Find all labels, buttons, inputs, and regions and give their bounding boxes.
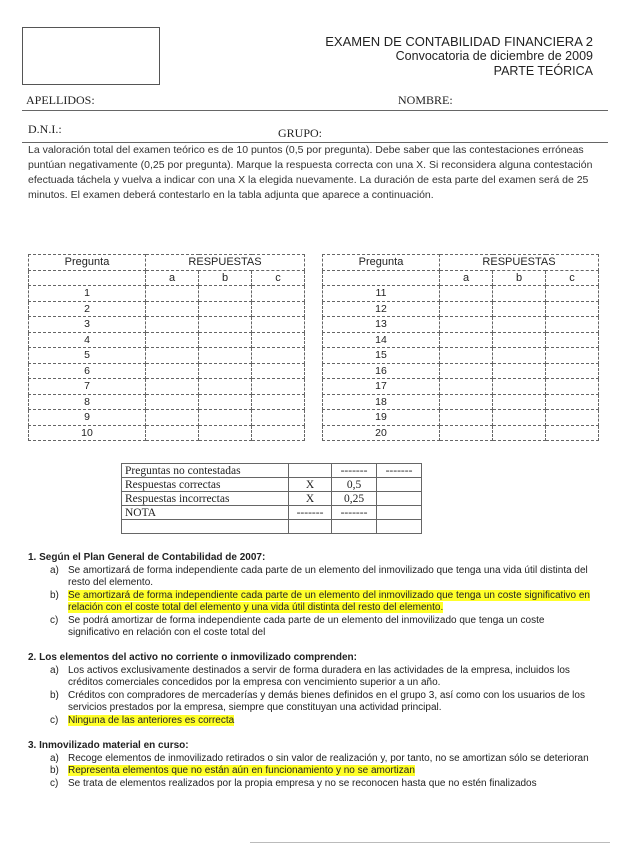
answer-cell[interactable] bbox=[546, 394, 599, 410]
question-2 bbox=[28, 652, 598, 727]
answer-cell[interactable] bbox=[546, 425, 599, 441]
summary-row bbox=[122, 478, 422, 492]
answer-row bbox=[323, 363, 599, 379]
question-option[interactable]: b) Representa elementos que no están aún en funcionamiento y no se amortizan bbox=[50, 765, 415, 776]
nombre-label: NOMBRE: bbox=[398, 93, 453, 107]
answer-row bbox=[29, 363, 305, 379]
answer-cell[interactable] bbox=[146, 301, 199, 317]
question-number: 2 bbox=[29, 301, 146, 317]
col-pregunta: Pregunta bbox=[323, 255, 440, 271]
summary-extra bbox=[377, 478, 422, 492]
question-option[interactable]: c) Se trata de elementos realizados por la propia empresa y no se reconocen hasta que no estén finalizados bbox=[50, 777, 537, 789]
summary-value: 0,5 bbox=[332, 478, 377, 492]
col-pregunta: Pregunta bbox=[29, 255, 146, 271]
answer-cell[interactable] bbox=[252, 425, 305, 441]
question-number: 8 bbox=[29, 394, 146, 410]
answer-cell[interactable] bbox=[146, 317, 199, 333]
answer-cell[interactable] bbox=[199, 394, 252, 410]
answer-cell[interactable] bbox=[546, 348, 599, 364]
answer-cell[interactable] bbox=[493, 379, 546, 395]
answer-cell[interactable] bbox=[546, 301, 599, 317]
answer-cell[interactable] bbox=[546, 286, 599, 302]
question-number: 3 bbox=[29, 317, 146, 333]
col-respuestas: RESPUESTAS bbox=[146, 255, 305, 271]
answer-cell[interactable] bbox=[440, 394, 493, 410]
answer-cell[interactable] bbox=[546, 317, 599, 333]
question-option[interactable]: c) Ninguna de las anteriores es correcta bbox=[50, 714, 235, 726]
question-number: 13 bbox=[323, 317, 440, 333]
question-number: 17 bbox=[323, 379, 440, 395]
answer-cell[interactable] bbox=[146, 363, 199, 379]
option-a: a bbox=[440, 270, 493, 286]
question-number: 20 bbox=[323, 425, 440, 441]
question-number: 1 bbox=[29, 286, 146, 302]
summary-row bbox=[122, 506, 422, 520]
question-number: 6 bbox=[29, 363, 146, 379]
question-number: 4 bbox=[29, 332, 146, 348]
summary-label: NOTA bbox=[122, 506, 289, 520]
answer-cell[interactable] bbox=[546, 363, 599, 379]
question-number: 7 bbox=[29, 379, 146, 395]
answer-cell[interactable] bbox=[146, 379, 199, 395]
summary-mark: X bbox=[289, 492, 332, 506]
answer-cell[interactable] bbox=[252, 317, 305, 333]
summary-extra bbox=[377, 506, 422, 520]
answer-cell[interactable] bbox=[199, 363, 252, 379]
answer-table-right bbox=[322, 254, 599, 441]
summary-value: 0,25 bbox=[332, 492, 377, 506]
answer-cell[interactable] bbox=[440, 363, 493, 379]
question-option[interactable]: a) Los activos exclusivamente destinados a servir de forma duradera en las actividades de la empresa, incluidos los créditos comerciales concedidos por la empresa con vencimiento superior a un año. bbox=[50, 664, 570, 688]
answer-cell[interactable] bbox=[146, 410, 199, 426]
summary-label: Respuestas correctas bbox=[122, 478, 289, 492]
answer-cell[interactable] bbox=[146, 332, 199, 348]
answer-cell[interactable] bbox=[493, 332, 546, 348]
dni-label: D.N.I.: bbox=[28, 122, 62, 136]
answer-cell[interactable] bbox=[146, 286, 199, 302]
answer-cell[interactable] bbox=[546, 332, 599, 348]
answer-cell[interactable] bbox=[493, 348, 546, 364]
answer-cell[interactable] bbox=[199, 425, 252, 441]
question-3 bbox=[28, 740, 598, 790]
question-title: 2. Los elementos del activo no corriente o inmovilizado comprenden: bbox=[28, 652, 357, 663]
summary-value: ------- bbox=[332, 464, 377, 478]
answer-row bbox=[29, 317, 305, 333]
answer-cell[interactable] bbox=[493, 317, 546, 333]
option-c: c bbox=[546, 270, 599, 286]
answer-cell[interactable] bbox=[252, 332, 305, 348]
answer-cell[interactable] bbox=[546, 410, 599, 426]
question-number: 15 bbox=[323, 348, 440, 364]
exam-session: Convocatoria de diciembre de 2009 bbox=[395, 49, 593, 63]
answer-row bbox=[323, 425, 599, 441]
grade-box bbox=[22, 27, 160, 85]
answer-cell[interactable] bbox=[493, 425, 546, 441]
option-b: b bbox=[493, 270, 546, 286]
answer-row bbox=[29, 410, 305, 426]
answer-cell[interactable] bbox=[146, 425, 199, 441]
question-number: 9 bbox=[29, 410, 146, 426]
answer-cell[interactable] bbox=[493, 286, 546, 302]
answer-cell[interactable] bbox=[252, 348, 305, 364]
question-number: 5 bbox=[29, 348, 146, 364]
bottom-rule bbox=[250, 842, 610, 843]
answer-row bbox=[29, 286, 305, 302]
summary-table bbox=[121, 463, 422, 534]
summary-extra bbox=[377, 492, 422, 506]
answer-row bbox=[323, 348, 599, 364]
summary-value: ------- bbox=[332, 506, 377, 520]
answer-cell[interactable] bbox=[252, 379, 305, 395]
answer-cell[interactable] bbox=[252, 394, 305, 410]
answer-row bbox=[323, 286, 599, 302]
summary-label: Respuestas incorrectas bbox=[122, 492, 289, 506]
question-option[interactable]: b) Se amortizará de forma independiente cada parte de un elemento del inmovilizado que tenga un coste significativo en relación con el coste total del elemento y una vida útil distinta del resto del elemento. bbox=[50, 589, 590, 613]
answer-cell[interactable] bbox=[440, 348, 493, 364]
question-number: 14 bbox=[323, 332, 440, 348]
answer-cell[interactable] bbox=[252, 410, 305, 426]
answer-cell[interactable] bbox=[146, 394, 199, 410]
summary-row bbox=[122, 492, 422, 506]
question-number: 19 bbox=[323, 410, 440, 426]
question-title: 1. Según el Plan General de Contabilidad de 2007: bbox=[28, 552, 266, 563]
answer-cell[interactable] bbox=[493, 394, 546, 410]
divider-1 bbox=[22, 110, 608, 111]
question-number: 16 bbox=[323, 363, 440, 379]
question-title: 3. Inmovilizado material en curso: bbox=[28, 740, 189, 751]
question-option[interactable]: a) Se amortizará de forma independiente cada parte de un elemento del inmovilizado que tenga una vida útil distinta del resto del elemento. bbox=[50, 564, 588, 588]
answer-cell[interactable] bbox=[440, 332, 493, 348]
answer-cell[interactable] bbox=[199, 317, 252, 333]
answer-cell[interactable] bbox=[440, 410, 493, 426]
answer-cell[interactable] bbox=[546, 379, 599, 395]
answer-cell[interactable] bbox=[199, 286, 252, 302]
option-b: b bbox=[199, 270, 252, 286]
answer-row bbox=[323, 317, 599, 333]
question-number: 12 bbox=[323, 301, 440, 317]
question-option[interactable]: b) Créditos con compradores de mercaderías y demás bienes definidos en el grupo 3, así como con los usuarios de los servicios prestados por la empresa, siempre que constituyan una actividad principal. bbox=[50, 689, 585, 713]
question-number: 10 bbox=[29, 425, 146, 441]
summary-mark: X bbox=[289, 478, 332, 492]
question-1 bbox=[28, 552, 598, 640]
answer-row bbox=[29, 425, 305, 441]
answer-row bbox=[29, 348, 305, 364]
grupo-label: GRUPO: bbox=[278, 126, 323, 140]
answer-row bbox=[323, 332, 599, 348]
summary-mark: ------- bbox=[289, 506, 332, 520]
exam-part: PARTE TEÓRICA bbox=[493, 64, 593, 78]
answer-cell[interactable] bbox=[252, 286, 305, 302]
answer-row bbox=[323, 379, 599, 395]
summary-row bbox=[122, 464, 422, 478]
question-option[interactable]: c) Se podrá amortizar de forma independiente cada parte de un elemento del inmovilizado que tenga un coste significativo en relación con el coste total del bbox=[50, 614, 545, 638]
answer-cell[interactable] bbox=[199, 379, 252, 395]
answer-cell[interactable] bbox=[440, 286, 493, 302]
answer-cell[interactable] bbox=[440, 425, 493, 441]
answer-row bbox=[323, 394, 599, 410]
answer-cell[interactable] bbox=[252, 363, 305, 379]
answer-row bbox=[29, 301, 305, 317]
answer-cell[interactable] bbox=[199, 348, 252, 364]
answer-cell[interactable] bbox=[440, 317, 493, 333]
summary-mark bbox=[289, 464, 332, 478]
answer-cell[interactable] bbox=[199, 332, 252, 348]
answer-cell[interactable] bbox=[440, 379, 493, 395]
option-c: c bbox=[252, 270, 305, 286]
apellidos-label: APELLIDOS: bbox=[26, 93, 95, 107]
answer-cell[interactable] bbox=[493, 301, 546, 317]
summary-extra: ------- bbox=[377, 464, 422, 478]
option-a: a bbox=[146, 270, 199, 286]
exam-title: EXAMEN DE CONTABILIDAD FINANCIERA 2 bbox=[325, 34, 593, 49]
answer-row bbox=[29, 394, 305, 410]
exam-header bbox=[325, 34, 593, 79]
question-option[interactable]: a) Recoge elementos de inmovilizado retirados o sin valor de realización y, por tanto, no se amortizan sólo se deterioran bbox=[50, 752, 589, 764]
col-respuestas: RESPUESTAS bbox=[440, 255, 599, 271]
answer-cell[interactable] bbox=[199, 301, 252, 317]
answer-cell[interactable] bbox=[493, 363, 546, 379]
answer-row bbox=[323, 301, 599, 317]
question-number: 11 bbox=[323, 286, 440, 302]
instructions: La valoración total del examen teórico es de 10 puntos (0,5 por pregunta). Debe saber que las contestaciones erróneas puntúan negativamente (0,25 por pregunta). Marque la respuesta correcta con una X. Si reconsidera alguna contestación efectuada táchela y vuelva a indicar con una X la elegida nuevamente. La duración de esta parte del examen será de 25 minutos. El examen deberá contestarlo en la tabla adjunta que aparece a continuación. bbox=[28, 144, 593, 201]
answer-row bbox=[29, 379, 305, 395]
answer-row bbox=[323, 410, 599, 426]
answer-cell[interactable] bbox=[199, 410, 252, 426]
answer-row bbox=[29, 332, 305, 348]
answer-cell[interactable] bbox=[440, 301, 493, 317]
answer-table-left bbox=[28, 254, 305, 441]
summary-label: Preguntas no contestadas bbox=[122, 464, 289, 478]
answer-cell[interactable] bbox=[252, 301, 305, 317]
question-number: 18 bbox=[323, 394, 440, 410]
answer-cell[interactable] bbox=[493, 410, 546, 426]
answer-cell[interactable] bbox=[146, 348, 199, 364]
